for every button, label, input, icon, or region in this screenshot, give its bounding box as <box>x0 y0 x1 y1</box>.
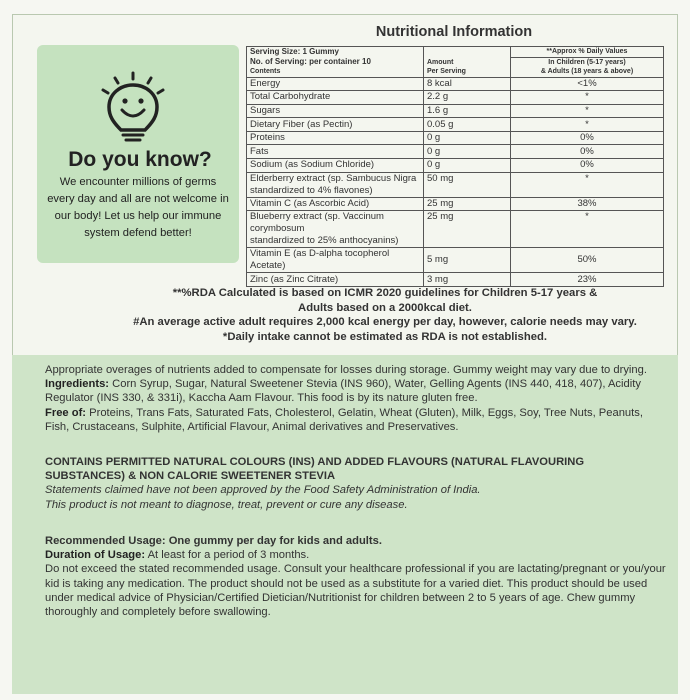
row-name: Proteins <box>247 131 424 145</box>
row-rda: * <box>511 172 664 197</box>
row-amount: 5 mg <box>424 248 511 273</box>
row-rda: 0% <box>511 145 664 159</box>
table-row <box>247 211 664 248</box>
table-row <box>247 104 664 118</box>
row-amount: 25 mg <box>424 197 511 211</box>
ingredients-value: Corn Syrup, Sugar, Natural Sweetener Stevia (INS 960), Water, Gelling Agents (INS 440, 418, 407), Acidity Regulator (INS 330, & 331i), Kaccha Aam Flavour. This food is by its nature gluten free. <box>45 378 641 405</box>
rda-label-2: In Children (5-17 years) <box>548 58 626 66</box>
amount-label-2: Per Serving <box>427 68 466 75</box>
usage-block <box>45 534 667 619</box>
row-name: Fats <box>247 145 424 159</box>
row-name: Sodium (as Sodium Chloride) <box>247 159 424 173</box>
row-rda: 38% <box>511 197 664 211</box>
row-rda: <1% <box>511 77 664 91</box>
row-name-cont: standardized to 4% flavones) <box>250 184 373 196</box>
ingredients-text <box>45 377 667 405</box>
row-amount: 0 g <box>424 159 511 173</box>
ingredients-block <box>45 363 667 434</box>
table-row <box>247 77 664 91</box>
table-row <box>247 159 664 173</box>
row-name: Vitamin E (as D-alpha tocopherol Acetate) <box>247 248 424 273</box>
row-name-multiline <box>247 211 424 248</box>
claims-line-1: Statements claimed have not been approved by the Food Safety Administration of India. <box>45 484 481 497</box>
rda-label-1: **Approx % Daily Values <box>511 47 663 58</box>
table-header-row <box>247 47 664 78</box>
row-name: Zinc (as Zinc Citrate) <box>247 273 424 287</box>
row-name: Energy <box>247 77 424 91</box>
servings-per-container: No. of Serving: per container 10 <box>250 56 371 66</box>
duration-label: Duration of Usage: <box>45 549 146 562</box>
row-amount: 1.6 g <box>424 104 511 118</box>
row-amount: 0.05 g <box>424 118 511 132</box>
table-row <box>247 118 664 132</box>
header-amount-cell <box>424 47 511 78</box>
overages-text: Appropriate overages of nutrients added to compensate for losses during storage. Gummy weight may vary due to drying. <box>45 364 647 376</box>
warning-text: Do not exceed the stated recommended usage. Consult your healthcare professional if you are lactating/pregnant or you/your kid is taking any medication. The product should not be used as a substitute for a varied diet. This product should be used under medical advice of Physician/Certified Dietician/Nutritionist for children between 2 to 5 years of age. Chew gummy thoroughly and completely before swallowing. <box>45 563 666 619</box>
energy-note: #An average active adult requires 2,000 kcal energy per day, however, calorie needs may vary. <box>133 316 637 328</box>
table-row <box>247 172 664 197</box>
table-row <box>247 248 664 273</box>
row-name: Total Carbohydrate <box>247 91 424 105</box>
daily-intake-note: *Daily intake cannot be estimated as RDA is not established. <box>222 330 548 343</box>
row-amount: 0 g <box>424 131 511 145</box>
table-row <box>247 91 664 105</box>
row-rda: 50% <box>511 248 664 273</box>
claims-line-2: This product is not meant to diagnose, treat, prevent or cure any disease. <box>45 498 408 511</box>
rda-label-3: & Adults (18 years & above) <box>540 68 634 75</box>
nutrition-table <box>246 46 664 287</box>
row-rda: * <box>511 104 664 118</box>
serving-size: Serving Size: 1 Gummy <box>250 47 339 56</box>
row-name-cont: standardized to 25% anthocyanins) <box>250 235 399 247</box>
row-amount: 3 mg <box>424 273 511 287</box>
row-amount: 25 mg <box>424 211 511 248</box>
panel-text: We encounter millions of germs every day and all are not welcome in our body! Let us help our immune system defend better! <box>47 176 229 239</box>
duration-text <box>45 548 667 562</box>
contains-text: CONTAINS PERMITTED NATURAL COLOURS (INS) AND ADDED FLAVOURS (NATURAL FLAVOURING SUBSTANCES) & NON CALORIE SWEETENER STEVIA <box>45 456 585 483</box>
lightbulb-smile-icon <box>93 70 173 144</box>
row-name-multiline <box>247 172 424 197</box>
row-amount: 8 kcal <box>424 77 511 91</box>
header-rda-cell <box>511 47 664 78</box>
table-row <box>247 145 664 159</box>
row-amount: 50 mg <box>424 172 511 197</box>
row-rda: 0% <box>511 131 664 145</box>
contents-label: Contents <box>250 68 281 75</box>
table-row <box>247 273 664 287</box>
ingredients-label: Ingredients: <box>45 378 110 391</box>
rda-note-line1: **%RDA Calculated is based on ICMR 2020 guidelines for Children 5-17 years & <box>172 287 598 299</box>
free-of-value: Proteins, Trans Fats, Saturated Fats, Cholesterol, Gelatin, Wheat (Gluten), Milk, Eggs, Soy, Tree Nuts, Peanuts, Fish, Crustaceans, Sulphite, Artificial Flavour, Animal derivatives and Preservatives. <box>45 406 643 433</box>
table-title: Nutritional Information <box>375 24 533 40</box>
row-rda: 0% <box>511 159 664 173</box>
row-rda: * <box>511 91 664 105</box>
table-row <box>247 197 664 211</box>
rda-note-line2: Adults based on a 2000kcal diet. <box>298 301 472 314</box>
free-of-label: Free of: <box>45 406 87 419</box>
row-name: Elderberry extract (sp. Sambucus Nigra <box>250 172 417 184</box>
row-name: Sugars <box>247 104 424 118</box>
contains-block <box>45 455 667 512</box>
row-amount: 0 g <box>424 145 511 159</box>
duration-value: At least for a period of 3 months. <box>145 549 310 562</box>
row-amount: 2.2 g <box>424 91 511 105</box>
header-contents-cell <box>247 47 424 78</box>
row-name: Blueberry extract (sp. Vaccinum corymbosum <box>250 211 384 235</box>
rda-notes <box>100 286 670 344</box>
free-of-text <box>45 406 667 434</box>
recommended-usage: Recommended Usage: One gummy per day for kids and adults. <box>45 535 382 547</box>
row-rda: * <box>511 118 664 132</box>
table-row <box>247 131 664 145</box>
row-name: Dietary Fiber (as Pectin) <box>247 118 424 132</box>
row-rda: 23% <box>511 273 664 287</box>
row-rda: * <box>511 211 664 248</box>
amount-label-1: Amount <box>427 58 454 66</box>
row-name: Vitamin C (as Ascorbic Acid) <box>247 197 424 211</box>
panel-heading: Do you know? <box>68 148 212 171</box>
